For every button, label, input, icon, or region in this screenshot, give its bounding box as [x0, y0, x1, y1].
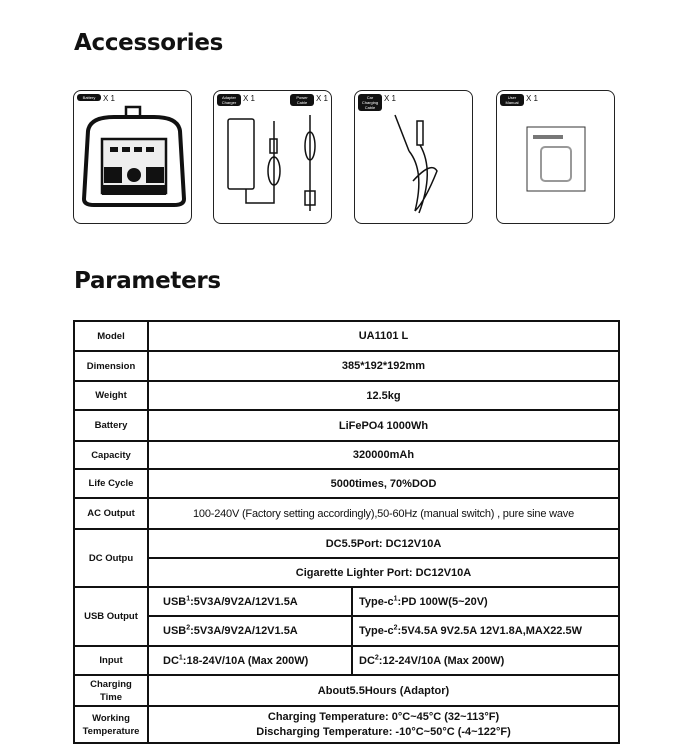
param-label: Dimension: [74, 351, 148, 381]
param-label: DC Outpu: [74, 529, 148, 587]
charger-and-cable-image: [214, 91, 333, 225]
param-label: Battery: [74, 410, 148, 441]
usb1-prefix: USB: [163, 595, 187, 608]
accessory-label: Adapter Charger: [217, 94, 241, 106]
superscript: 2: [393, 624, 398, 632]
table-row: [74, 587, 619, 616]
accessory-qty: X 1: [526, 94, 539, 103]
discharging-temperature: Discharging Temperature: -10°C~50°C (-4~122°F): [256, 725, 511, 738]
param-value: 100-240V (Factory setting accordingly),50-60Hz (manual switch) , pure sine wave: [148, 498, 619, 529]
param-label: Input: [74, 646, 148, 675]
label-line: Temperature: [82, 725, 140, 737]
battery-image: [74, 91, 193, 225]
dc2-value: :12-24V/10A (Max 200W): [378, 654, 505, 667]
accessory-header: [217, 94, 255, 106]
car-cable-image: [355, 91, 474, 225]
typec2-value: :5V4.5A 9V2.5A 12V1.8A,MAX22.5W: [397, 625, 582, 637]
accessory-label: Battery: [77, 94, 101, 101]
parameters-table: [73, 320, 620, 744]
superscript: 1: [186, 594, 191, 602]
accessory-header: [358, 94, 396, 111]
table-row: [74, 616, 619, 646]
param-label: Capacity: [74, 441, 148, 469]
param-label: [74, 675, 148, 706]
accessory-card-battery: [73, 90, 192, 224]
superscript: 2: [186, 624, 191, 632]
usb2-prefix: USB: [163, 625, 187, 637]
param-label: USB Output: [74, 587, 148, 646]
param-value-typec1: [352, 587, 619, 616]
charging-temperature: Charging Temperature: 0°C~45°C (32~113°F): [267, 710, 500, 723]
accessory-card-charger: [213, 90, 332, 224]
param-value-usb1: [148, 587, 352, 616]
table-row: [74, 529, 619, 558]
accessory-header: [77, 94, 115, 103]
table-row: [74, 675, 619, 706]
param-label: Weight: [74, 381, 148, 410]
param-value: UA1101 L: [148, 321, 619, 351]
param-value: Cigarette Lighter Port: DC12V10A: [148, 558, 619, 587]
superscript: 1: [178, 653, 183, 661]
param-value-dc1: [148, 646, 352, 675]
manual-image: [497, 91, 616, 225]
param-value: 385*192*192mm: [148, 351, 619, 381]
param-label: [74, 706, 148, 743]
accessory-qty: X 1: [384, 94, 397, 103]
table-row: [74, 558, 619, 587]
accessory-header: [500, 94, 538, 106]
accessory-qty: X 1: [315, 94, 328, 103]
superscript: 1: [393, 594, 398, 602]
param-label: Life Cycle: [74, 469, 148, 498]
table-row: [74, 351, 619, 381]
superscript: 2: [374, 653, 379, 661]
param-value: LiFePO4 1000Wh: [148, 410, 619, 441]
param-label: AC Output: [74, 498, 148, 529]
typec1-prefix: Type-c: [359, 595, 394, 608]
dc1-value: :18-24V/10A (Max 200W): [182, 654, 309, 667]
param-value: DC5.5Port: DC12V10A: [148, 529, 619, 558]
param-value: [148, 706, 619, 743]
label-line: Time: [99, 691, 122, 703]
accessory-label: Power Cable: [290, 94, 314, 106]
parameters-heading: Parameters: [74, 268, 221, 294]
table-row: [74, 321, 619, 351]
param-label: Model: [74, 321, 148, 351]
label-line: Working: [92, 712, 130, 724]
accessory-qty: X 1: [243, 94, 256, 103]
table-row: [74, 381, 619, 410]
accessory-card-car-cable: [354, 90, 473, 224]
table-row: [74, 706, 619, 743]
dc1-prefix: DC: [163, 654, 179, 667]
param-value: 5000times, 70%DOD: [148, 469, 619, 498]
accessory-card-manual: [496, 90, 615, 224]
usb1-value: :5V3A/9V2A/12V1.5A: [190, 595, 298, 608]
accessory-label: Car Charging Cable: [358, 94, 382, 111]
param-value-typec2: [352, 616, 619, 646]
typec2-prefix: Type-c: [359, 625, 394, 637]
accessory-qty: X 1: [103, 94, 116, 103]
accessory-header: [290, 94, 328, 106]
param-value: 320000mAh: [148, 441, 619, 469]
table-row: [74, 646, 619, 675]
param-value: About5.5Hours (Adaptor): [148, 675, 619, 706]
param-value-dc2: [352, 646, 619, 675]
table-row: [74, 410, 619, 441]
usb2-value: :5V3A/9V2A/12V1.5A: [190, 625, 298, 637]
param-value: 12.5kg: [148, 381, 619, 410]
label-line: Charging: [90, 678, 132, 690]
table-row: [74, 469, 619, 498]
accessory-label: User Manual: [500, 94, 524, 106]
dc2-prefix: DC: [359, 654, 375, 667]
table-row: [74, 498, 619, 529]
table-row: [74, 441, 619, 469]
accessories-heading: Accessories: [74, 30, 224, 56]
param-value-usb2: [148, 616, 352, 646]
typec1-value: :PD 100W(5~20V): [397, 595, 488, 608]
